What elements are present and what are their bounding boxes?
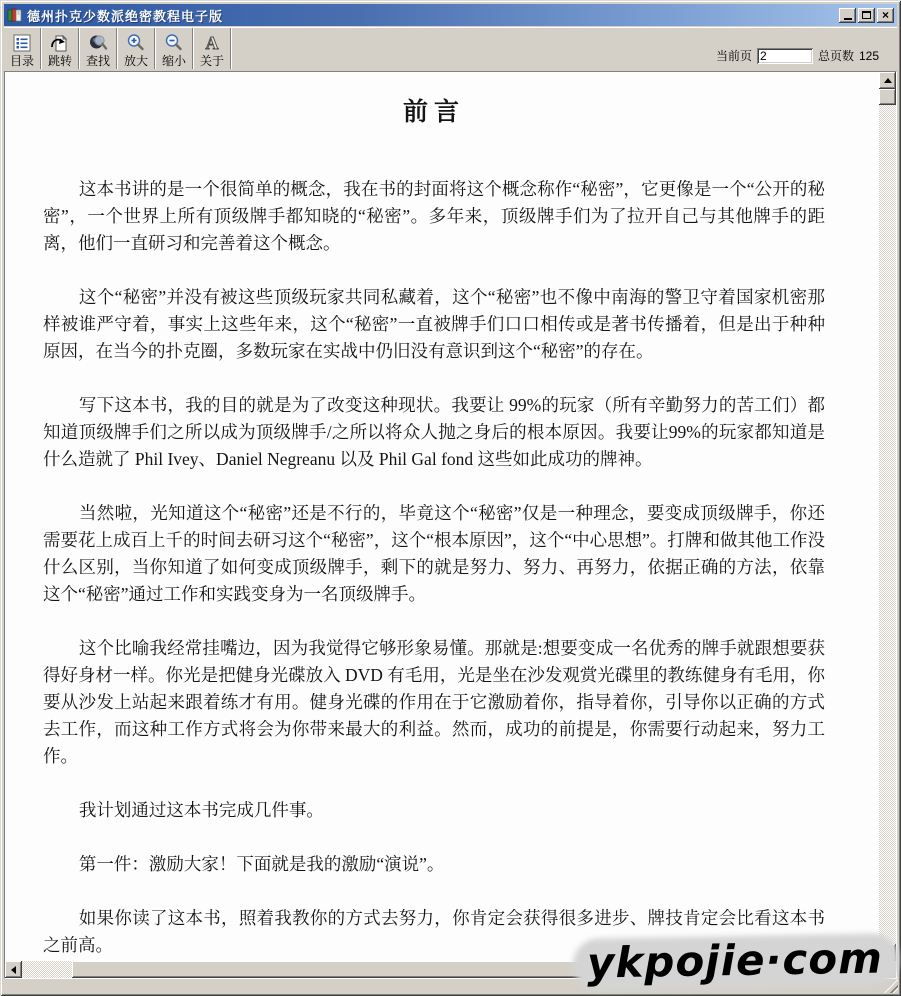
arrow-left-icon — [11, 966, 16, 974]
zoom-in-icon — [125, 32, 147, 54]
window-title: 德州扑克少数派绝密教程电子版 — [27, 8, 224, 24]
close-icon: × — [881, 8, 889, 22]
document-paragraph: 第一件：激励大家！下面就是我的激励“演说”。 — [78, 854, 445, 874]
jump-button[interactable] — [42, 28, 78, 69]
document-title: 前言 — [402, 99, 465, 126]
maximize-button[interactable] — [858, 8, 875, 23]
minimize-icon — [844, 18, 852, 20]
zoom-out-icon — [163, 32, 185, 54]
svg-text:A: A — [205, 33, 219, 53]
arrow-up-icon — [884, 78, 892, 83]
book-icon — [7, 7, 23, 23]
zoom-out-button[interactable] — [156, 28, 192, 69]
maximize-icon — [862, 11, 871, 19]
page-controls — [716, 28, 897, 69]
minimize-button[interactable] — [839, 8, 856, 23]
total-pages-label: 总页数 — [817, 49, 854, 63]
find-button[interactable] — [80, 28, 116, 69]
document-page — [5, 72, 879, 961]
zoom-in-button-label: 放大 — [123, 54, 148, 68]
jump-icon — [49, 32, 71, 54]
watermark: ykpojie·com — [577, 937, 894, 991]
toc-icon — [11, 32, 33, 54]
scroll-left-button[interactable] — [5, 961, 22, 978]
document-paragraph: 写下这本书，我的目的就是为了改变这种现状。我要让 99%的玩家（所有辛勤努力的苦工们）都知道顶级牌手们之所以成为顶级牌手/之所以将众人抛之身后的根本原因。我要让99%的玩家都知道是什么造就了 Phil Ivey、Daniel Negreanu 以及 Phil Gal fond 这些如此成功的牌神。 — [43, 395, 825, 469]
document-paragraph: 这本书讲的是一个很简单的概念，我在书的封面将这个概念称作“秘密”，它更像是一个“公开的秘密”，一个世界上所有顶级牌手都知晓的“秘密”。多年来，顶级牌手们为了拉开自己与其他牌手的距离，他们一直研习和完善着这个概念。 — [43, 179, 825, 253]
titlebar — [4, 4, 897, 26]
vertical-scrollbar[interactable] — [879, 72, 896, 961]
zoom-out-button-label: 缩小 — [161, 54, 186, 68]
horizontal-scrollbar-track[interactable] — [22, 961, 72, 978]
document-paragraph: 如果你读了这本书，照着我教你的方式去努力，你肯定会获得很多进步、牌技肯定会比看这本书之前高。 — [43, 908, 825, 955]
about-button[interactable] — [194, 28, 230, 69]
zoom-in-button[interactable] — [118, 28, 154, 69]
document-paragraph: 这个比喻我经常挂嘴边，因为我觉得它够形象易懂。那就是:想要变成一名优秀的牌手就跟想要获得好身材一样。你光是把健身光碟放入 DVD 有毛用，光是坐在沙发观赏光碟里的教练健身有毛用，你要从沙发上站起来跟着练才有用。健身光碟的作用在于它激励着你，指导着你，引导你以正确的方式去工作，而这种工作方式将会为你带来最大的利益。然而，成功的前提是，你需要行动起来，努力工作。 — [43, 638, 825, 766]
find-button-label: 查找 — [85, 54, 110, 68]
current-page-input[interactable] — [757, 48, 813, 64]
document-paragraph: 这个“秘密”并没有被这些顶级玩家共同私藏着，这个“秘密”也不像中南海的警卫守着国家机密那样被谁严守着，事实上这些年来，这个“秘密”一直被牌手们口口相传或是著书传播着，但是出于种种原因，在当今的扑克圈，多数玩家在实战中仍旧没有意识到这个“秘密”的存在。 — [43, 287, 825, 361]
close-button[interactable] — [877, 8, 894, 23]
jump-button-label: 跳转 — [47, 54, 72, 68]
document-paragraphs — [43, 176, 825, 959]
total-pages-value: 125 — [858, 48, 879, 63]
about-icon — [201, 32, 223, 54]
toolbar — [4, 27, 897, 69]
document-paragraph: 我计划通过这本书完成几件事。 — [78, 800, 324, 820]
current-page-label: 当前页 — [715, 49, 752, 63]
scroll-up-button[interactable] — [879, 72, 896, 89]
toc-button-label: 目录 — [9, 54, 34, 68]
document-paragraph: 当然啦，光知道这个“秘密”还是不行的，毕竟这个“秘密”仅是一种理念，要变成顶级牌手，你还需要花上成百上千的时间去研习这个“秘密”，这个“根本原因”，这个“中心思想”。打牌和做其他工作没什么区别，当你知道了如何变成顶级牌手，剩下的就是努力、努力、再努力，依据正确的方法，依靠这个“秘密”通过工作和实践变身为一名顶级牌手。 — [43, 503, 825, 604]
search-icon — [87, 32, 109, 54]
toolbar-separator — [230, 28, 232, 69]
toc-button[interactable] — [4, 28, 40, 69]
about-button-label: 关于 — [199, 54, 224, 68]
vertical-scrollbar-thumb[interactable] — [879, 89, 896, 105]
content-area — [4, 71, 897, 979]
vertical-scrollbar-track[interactable] — [879, 105, 896, 944]
